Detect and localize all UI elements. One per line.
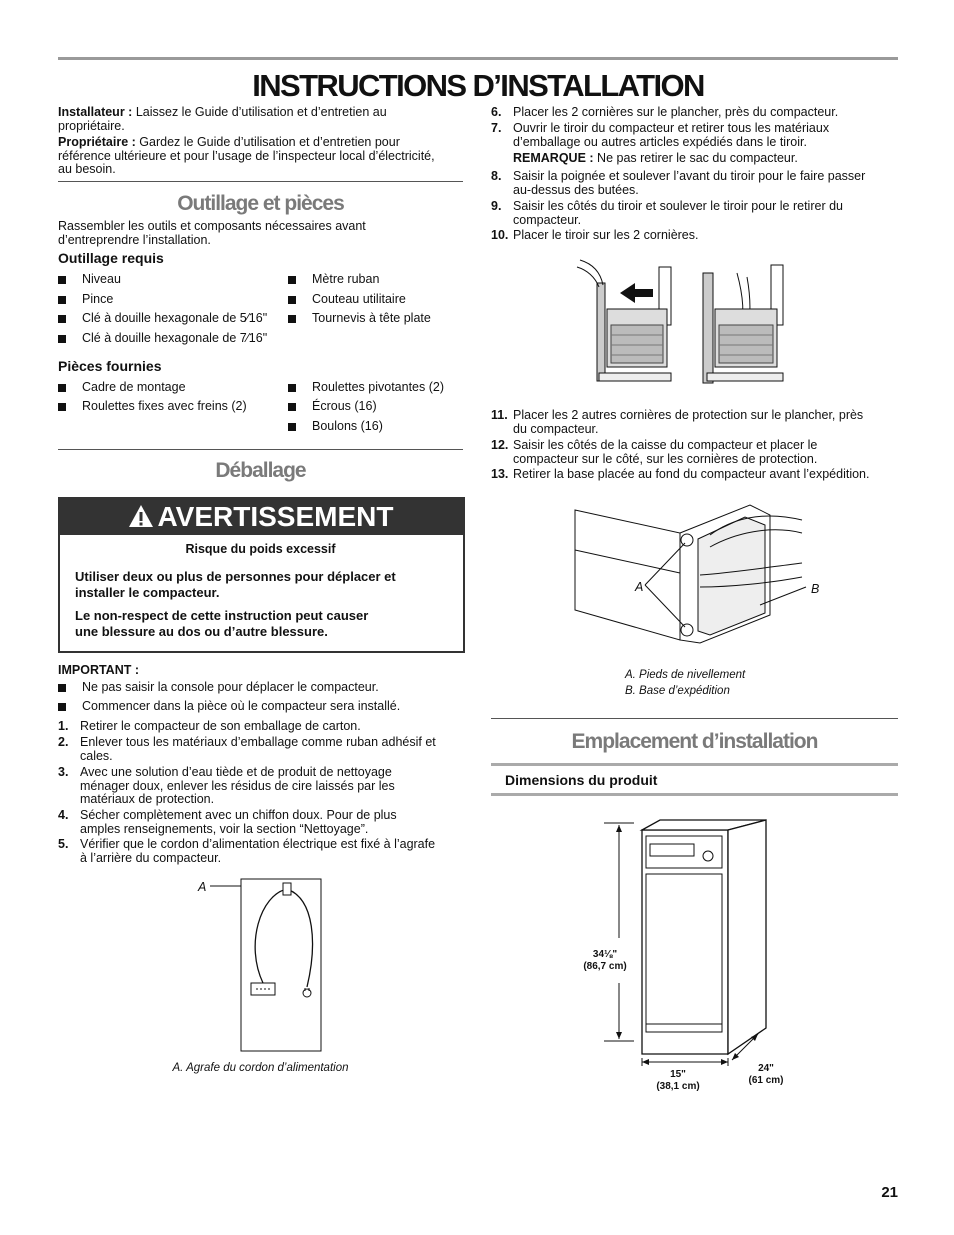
- depth-dimension: 24" (61 cm): [748, 1063, 784, 1086]
- warning-text-1: [75, 569, 455, 601]
- tool-couteau: Couteau utilitaire: [312, 292, 406, 306]
- part-roulettes-fixes: Roulettes fixes avec freins (2): [82, 399, 247, 413]
- important-item-1: Ne pas saisir la console pour déplacer le compacteur.: [82, 680, 379, 694]
- warning-line-4: une blessure au dos ou d’autre blessure.: [75, 624, 328, 639]
- divider: [491, 763, 898, 766]
- drawer-removal-figure: [575, 255, 795, 390]
- warning-line-1: Utiliser deux ou plus de personnes pour déplacer et: [75, 569, 396, 584]
- fig2-label-b: B: [811, 582, 820, 596]
- section-heading-unpacking: Déballage: [215, 459, 306, 482]
- compactor-side-figure: [570, 495, 810, 655]
- installer-label: Installateur :: [58, 105, 133, 119]
- section-heading-location: Emplacement d’installation: [571, 730, 818, 753]
- divider: [491, 793, 898, 796]
- tool-pince: Pince: [82, 292, 114, 306]
- divider: [58, 181, 463, 182]
- warning-line-2: installer le compacteur.: [75, 585, 220, 600]
- product-dimensions-figure: [598, 818, 798, 1078]
- owner-text-l2: référence ultérieure et pour l’usage de l’inspecteur local d’électricité,: [58, 148, 435, 163]
- fig2-label-a: A: [635, 580, 644, 594]
- intro-installer: [58, 106, 463, 133]
- power-cord-figure: [205, 875, 325, 1055]
- tool-niveau: Niveau: [82, 272, 121, 286]
- parts-heading: Pièces fournies: [58, 358, 162, 374]
- intro-owner: [58, 136, 463, 177]
- tools-intro-l1: Rassembler les outils et composants nécessaires avant: [58, 219, 366, 233]
- owner-text-l3: au besoin.: [58, 162, 116, 176]
- fig2-caption-b: B. Base d’expédition: [625, 685, 730, 697]
- page-number: 21: [881, 1184, 898, 1201]
- installer-text-l1: Laissez le Guide d’utilisation et d’entretien au: [135, 105, 387, 119]
- remarque-text: Ne pas retirer le sac du compacteur.: [597, 151, 798, 165]
- owner-label: Propriétaire :: [58, 135, 136, 149]
- tool-hex-5-16: Clé à douille hexagonale de 5⁄16": [82, 311, 268, 325]
- height-dimension: 34⅛" (86,7 cm): [575, 949, 635, 973]
- width-dimension: 15" (38,1 cm): [656, 1069, 700, 1092]
- section-heading-tools: Outillage et pièces: [177, 192, 344, 215]
- part-boulons: Boulons (16): [312, 419, 383, 433]
- fig2-caption-a: A. Pieds de nivellement: [625, 669, 746, 681]
- remarque-label: REMARQUE :: [513, 151, 594, 165]
- important-item-2: Commencer dans la pièce où le compacteur sera installé.: [82, 699, 401, 713]
- warning-subtitle: Risque du poids excessif: [185, 542, 336, 556]
- remarque: [513, 152, 798, 166]
- warning-triangle-icon: [128, 504, 154, 528]
- warning-line-3: Le non-respect de cette instruction peut causer: [75, 608, 369, 623]
- divider: [58, 449, 463, 450]
- dimensions-heading: Dimensions du produit: [505, 772, 658, 788]
- fig1-label-a: A: [198, 880, 207, 894]
- top-rule: [58, 57, 898, 60]
- part-cadre: Cadre de montage: [82, 380, 186, 394]
- installer-text-l2: propriétaire.: [58, 118, 125, 133]
- tool-metre: Mètre ruban: [312, 272, 380, 286]
- required-tools-heading: Outillage requis: [58, 250, 164, 266]
- tools-intro-l2: d’entreprendre l’installation.: [58, 232, 211, 247]
- important-label: IMPORTANT :: [58, 663, 140, 677]
- owner-text-l1: Gardez le Guide d’utilisation et d’entretien pour: [139, 135, 400, 149]
- tools-intro: [58, 220, 463, 247]
- warning-title: AVERTISSEMENT: [157, 501, 394, 532]
- part-roulettes-pivot: Roulettes pivotantes (2): [312, 380, 445, 394]
- tool-hex-7-16: Clé à douille hexagonale de 7⁄16": [82, 331, 268, 345]
- page-title: INSTRUCTIONS D’INSTALLATION: [252, 68, 704, 103]
- divider: [491, 718, 898, 719]
- part-ecrous: Écrous (16): [312, 399, 377, 413]
- warning-header: [58, 497, 463, 535]
- tool-tournevis: Tournevis à tête plate: [312, 311, 431, 325]
- fig1-caption: A. Agrafe du cordon d’alimentation: [172, 1062, 349, 1074]
- warning-text-2: [75, 608, 455, 640]
